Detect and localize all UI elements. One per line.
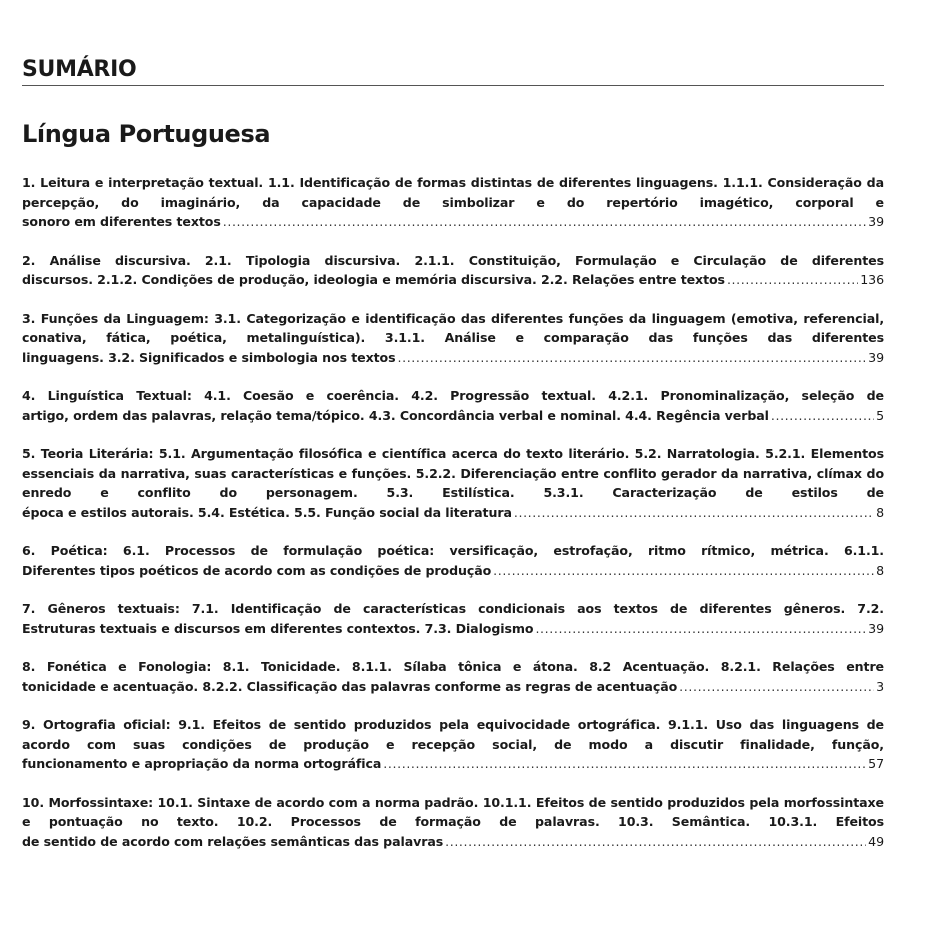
toc-entry-tail: Estruturas textuais e discursos em diferentes contextos. 7.3. Dialogismo — [22, 620, 534, 636]
dot-leader — [535, 619, 866, 639]
subject-title: Língua Portuguesa — [22, 120, 271, 148]
dot-leader — [445, 832, 866, 852]
toc-entry-last-line — [22, 677, 884, 697]
toc-entry-last-line — [22, 619, 884, 639]
dot-leader — [493, 561, 874, 581]
dot-leader — [383, 754, 866, 774]
toc-entry-tail: época e estilos autorais. 5.4. Estética. 5.5. Função social da literatura — [22, 504, 512, 520]
page-number: 57 — [868, 756, 884, 771]
toc-entry-last-line — [22, 561, 884, 581]
page-number: 39 — [868, 620, 884, 636]
toc-entry-7[interactable] — [22, 599, 884, 638]
page-number: 49 — [868, 833, 884, 849]
toc-entry-text: 2. Análise discursiva. 2.1. Tipologia discursiva. 2.1.1. Constituição, Formulação e Circulação de diferentes — [22, 252, 884, 268]
page-number: 8 — [876, 562, 884, 578]
page-number: 136 — [860, 272, 884, 287]
toc-entry-tail: Diferentes tipos poéticos de acordo com as condições de produção — [22, 562, 492, 578]
toc-entry-last-line — [22, 348, 884, 368]
toc-entry-tail: de sentido de acordo com relações semânticas das palavras — [22, 833, 444, 849]
toc-entry-text: 4. Linguística Textual: 4.1. Coesão e coerência. 4.2. Progressão textual. 4.2.1. Pronominalização, seleção de — [22, 388, 884, 403]
toc-entry-text: 3. Funções da Linguagem: 3.1. Categorização e identificação das diferentes funções da linguagem (emotiva, referencial, conativa, fática, poética, metalinguística). 3.1.1. Análise e comparação das funções das diferentes — [22, 310, 884, 345]
toc-entry-text: 1. Leitura e interpretação textual. 1.1. Identificação de formas distintas de diferentes linguagens. 1.1.1. Consideração da percepção, do imaginário, da capacidade de simbolizar e do repertório imagético, corporal e — [22, 175, 884, 210]
page-title: SUMÁRIO — [22, 57, 137, 82]
toc-entries — [22, 173, 884, 851]
toc-entry-1[interactable] — [22, 173, 884, 232]
toc-entry-2[interactable] — [22, 251, 884, 290]
dot-leader — [771, 406, 874, 426]
toc-entry-tail: artigo, ordem das palavras, relação tema/tópico. 4.3. Concordância verbal e nominal. 4.4. Regência verbal — [22, 407, 769, 423]
toc-entry-tail: tonicidade e acentuação. 8.2.2. Classificação das palavras conforme as regras de acentuação — [22, 678, 678, 694]
toc-entry-5[interactable] — [22, 444, 884, 522]
page-number: 3 — [876, 678, 884, 694]
toc-entry-9[interactable] — [22, 715, 884, 774]
toc-entry-last-line — [22, 212, 884, 232]
title-underline — [22, 85, 884, 86]
toc-entry-4[interactable] — [22, 386, 884, 425]
toc-entry-10[interactable] — [22, 793, 884, 852]
toc-entry-tail: discursos. 2.1.2. Condições de produção, ideologia e memória discursiva. 2.2. Relações entre textos — [22, 272, 725, 287]
toc-entry-last-line — [22, 754, 884, 774]
page-number: 39 — [868, 214, 884, 229]
dot-leader — [514, 503, 874, 523]
toc-entry-text: 8. Fonética e Fonologia: 8.1. Tonicidade. 8.1.1. Sílaba tônica e átona. 8.2 Acentuação. 8.2.1. Relações entre — [22, 659, 884, 674]
toc-entry-8[interactable] — [22, 657, 884, 696]
toc-entry-text: 10. Morfossintaxe: 10.1. Sintaxe de acordo com a norma padrão. 10.1.1. Efeitos de sentido produzidos pela morfossintaxe e pontuação no texto. 10.2. Processos de formação de palavras. 10.3. Semântica. 10.3.1. Efeitos — [22, 794, 884, 829]
toc-entry-text: 6. Poética: 6.1. Processos de formulação poética: versificação, estrofação, ritmo rítmico, métrica. 6.1.1. — [22, 543, 884, 558]
toc-entry-last-line — [22, 406, 884, 426]
toc-entry-last-line — [22, 503, 884, 523]
toc-entry-6[interactable] — [22, 541, 884, 580]
page-number: 5 — [876, 407, 884, 423]
toc-entry-last-line — [22, 270, 884, 290]
page-number: 39 — [868, 349, 884, 365]
toc-entry-text: 5. Teoria Literária: 5.1. Argumentação filosófica e científica acerca do texto literário. 5.2. Narratologia. 5.2.1. Elementos essenciais da narrativa, suas características e funções. 5.2.2. Diferenciação entre conflito gerador da narrativa, clímax do enredo e conflito do personagem. 5.3. Estilística. 5.3.1. Caracterização de estilos de — [22, 446, 884, 500]
toc-entry-tail: funcionamento e apropriação da norma ortográfica — [22, 756, 382, 771]
toc-entry-text: 9. Ortografia oficial: 9.1. Efeitos de sentido produzidos pela equivocidade ortográfica. 9.1.1. Uso das linguagens de acordo com suas condições de produção e recepção social, de modo a discutir finalidade, função, — [22, 717, 884, 752]
toc-entry-tail: sonoro em diferentes textos — [22, 214, 221, 229]
toc-entry-text: 7. Gêneros textuais: 7.1. Identificação de características condicionais aos textos de diferentes gêneros. 7.2. — [22, 601, 884, 616]
dot-leader — [223, 212, 866, 232]
page-number: 8 — [876, 504, 884, 520]
dot-leader — [398, 348, 867, 368]
toc-entry-last-line — [22, 832, 884, 852]
dot-leader — [727, 270, 858, 290]
dot-leader — [679, 677, 874, 697]
table-of-contents-page — [22, 0, 884, 870]
toc-entry-3[interactable] — [22, 309, 884, 368]
toc-entry-tail: linguagens. 3.2. Significados e simbologia nos textos — [22, 349, 396, 365]
